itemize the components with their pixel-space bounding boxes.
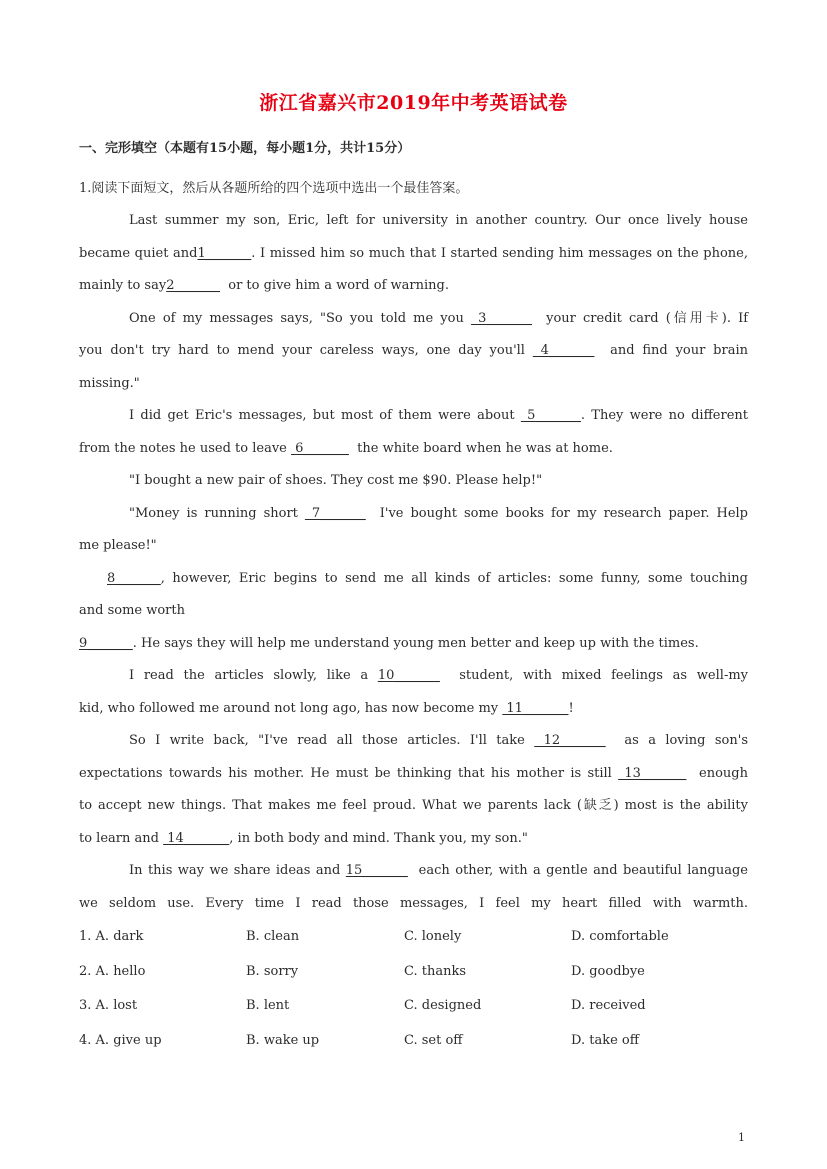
- passage-line: you don't try hard to mend your careless ways, one day you'll 4_______ and find your brain: [79, 343, 749, 358]
- passage-line: I did get Eric's messages, but most of them were about 5_______. They were no different: [129, 408, 748, 423]
- option-a: 3. A. lost: [79, 998, 138, 1013]
- passage-line: mainly to say2_______ or to give him a word of warning.: [79, 278, 449, 293]
- option-b: B. wake up: [246, 1033, 320, 1048]
- passage-line: 8_______, however, Eric begins to send me all kinds of articles: some funny, some touching: [107, 571, 748, 586]
- passage-line: "Money is running short 7_______ I've bought some books for my research paper. Help: [129, 506, 748, 521]
- passage-line: became quiet and1_______. I missed him so much that I started sending him messages on the phone,: [79, 246, 749, 261]
- blank-5: 5_______: [520, 408, 581, 423]
- passage-line: In this way we share ideas and 15_______ each other, with a gentle and beautiful language: [129, 863, 748, 878]
- option-c: C. thanks: [404, 964, 467, 979]
- passage-line: to learn and 14_______, in both body and mind. Thank you, my son.": [79, 831, 528, 846]
- blank-15: 15_______: [345, 863, 408, 878]
- option-a: 4. A. give up: [79, 1033, 162, 1048]
- page-number: 1: [738, 1131, 745, 1144]
- passage-line: expectations towards his mother. He must be thinking that his mother is still 13_______ enough: [79, 766, 748, 781]
- passage-line: I read the articles slowly, like a 10_______ student, with mixed feelings as well-my: [129, 668, 749, 683]
- blank-8: 8_______: [107, 571, 161, 586]
- option-b: B. lent: [246, 998, 290, 1013]
- option-b: B. clean: [246, 929, 300, 944]
- blank-1: 1_______: [197, 246, 252, 261]
- option-b: B. sorry: [246, 964, 299, 979]
- blank-11: 11_______: [502, 701, 569, 716]
- blank-14: 14_______: [163, 831, 230, 846]
- blank-4: 4_______: [532, 343, 595, 358]
- option-c: C. designed: [404, 998, 482, 1013]
- passage-line: So I write back, "I've read all those articles. I'll take 12_______ as a loving son's: [129, 733, 748, 748]
- instruction: 1.阅读下面短文，然后从各题所给的四个选项中选出一个最佳答案。: [79, 181, 469, 196]
- option-c: C. lonely: [404, 929, 462, 944]
- passage-line: "I bought a new pair of shoes. They cost me $90. Please help!": [129, 473, 543, 488]
- blank-10: 10_______: [377, 668, 440, 683]
- option-a: 2. A. hello: [79, 964, 146, 979]
- section-heading: 一、完形填空（本题有15小题，每小题1分，共计15分）: [79, 141, 411, 156]
- option-d: D. received: [571, 998, 646, 1013]
- passage-line: and some worth: [79, 603, 185, 618]
- passage-line: 9_______. He says they will help me understand young men better and keep up with the times.: [79, 636, 699, 651]
- passage-line: to accept new things. That makes me feel proud. What we parents lack (缺乏) most is the ability: [79, 798, 748, 813]
- blank-3: 3_______: [470, 311, 532, 326]
- passage-line: from the notes he used to leave 6_______ the white board when he was at home.: [79, 441, 613, 456]
- option-d: D. take off: [571, 1033, 639, 1048]
- blank-12: 12_______: [534, 733, 606, 748]
- blank-9: 9_______: [79, 636, 133, 651]
- page-title: 浙江省嘉兴市2019年中考英语试卷: [259, 92, 568, 114]
- passage-line: we seldom use. Every time I read those messages, I feel my heart filled with warmth.: [79, 896, 748, 911]
- blank-13: 13_______: [618, 766, 687, 781]
- passage-line: kid, who followed me around not long ago, has now become my 11_______!: [79, 701, 574, 716]
- passage-line: missing.": [79, 376, 140, 391]
- option-c: C. set off: [404, 1033, 463, 1048]
- blank-6: 6_______: [291, 441, 349, 456]
- blank-7: 7_______: [304, 506, 366, 521]
- passage-line: me please!": [79, 538, 157, 553]
- option-d: D. comfortable: [571, 929, 669, 944]
- option-a: 1. A. dark: [79, 929, 144, 944]
- blank-2: 2_______: [166, 278, 220, 293]
- passage-line: Last summer my son, Eric, left for university in another country. Our once lively house: [129, 213, 748, 228]
- option-d: D. goodbye: [571, 964, 645, 979]
- passage-line: One of my messages says, "So you told me you 3_______ your credit card (信用卡). If: [129, 311, 749, 326]
